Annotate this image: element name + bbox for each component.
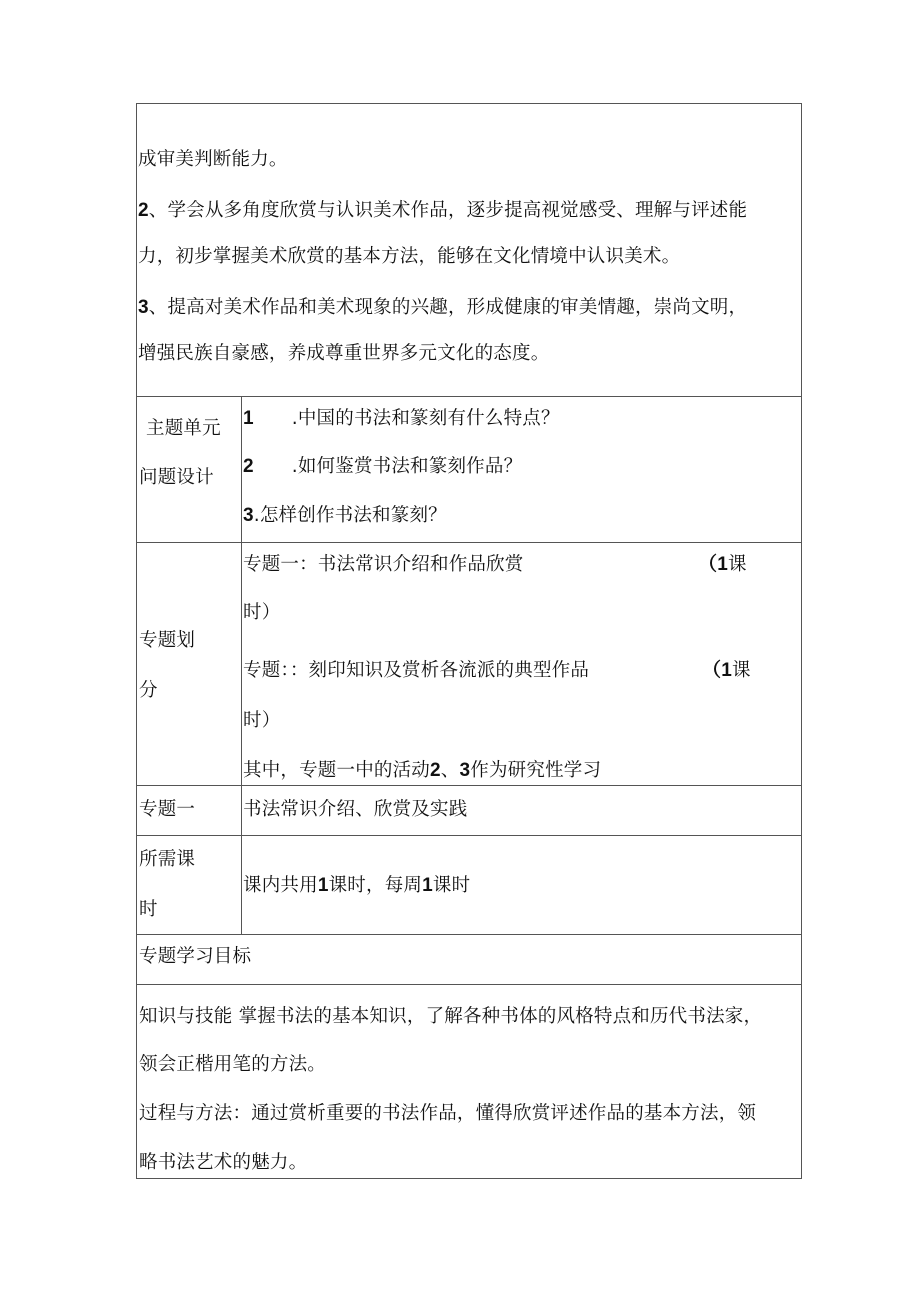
row-divider [136, 785, 802, 786]
question-1-text: .中国的书法和篆刻有什么特点？ [291, 408, 560, 429]
topic-1-title: 专题一：书法常识介绍和作品欣赏 [243, 554, 524, 575]
questions-label: 主题单元 [146, 418, 221, 439]
objectives-process-cont: 略书法艺术的魅力。 [139, 1152, 308, 1173]
topics-note-prefix: 其中，专题一中的活动 [243, 760, 431, 781]
question-2 [243, 456, 522, 478]
row-divider [136, 542, 802, 543]
goal-line: 力，初步掌握美术欣赏的基本方法，能够在文化情境中认识美术。 [138, 246, 681, 267]
hours-label: 时 [139, 899, 158, 920]
hours-value-mid: 课时，每周 [328, 875, 423, 896]
topics-label: 分 [139, 680, 158, 701]
question-1-number: 1 [243, 408, 254, 429]
topic-1-hours-unit: 课 [727, 554, 747, 575]
objectives-knowledge: 知识与技能 掌握书法的基本知识，了解各种书体的风格特点和历代书法家， [139, 1006, 763, 1027]
topic-1-hours-number: （1 [698, 554, 728, 575]
goal-item-3-number: 3 [138, 297, 149, 318]
goal-item-2-text: 、学会从多角度欣赏与认识美术作品，逐步提高视觉感受、理解与评述能 [148, 200, 748, 221]
column-divider [241, 396, 242, 935]
objectives-knowledge-cont: 领会正楷用笔的方法。 [139, 1054, 327, 1075]
hours-label: 所需课 [139, 849, 196, 870]
hours-value-suffix: 课时 [432, 875, 471, 896]
goal-item-3-text: 、提高对美术作品和美术现象的兴趣，形成健康的审美情趣，崇尚文明， [148, 297, 748, 318]
goal-item-2 [138, 200, 747, 222]
topic-one-value: 书法常识介绍、欣赏及实践 [243, 799, 468, 820]
objectives-process: 过程与方法：通过赏析重要的书法作品，懂得欣赏评述作品的基本方法，领 [139, 1103, 757, 1124]
topic-1-hours-cont: 时） [243, 602, 281, 623]
row-divider [136, 396, 802, 397]
goal-item-2-number: 2 [138, 200, 149, 221]
topic-2-title: 专题：：刻印知识及赏析各流派的典型作品 [243, 660, 590, 681]
goal-item-3 [138, 297, 747, 319]
goal-line: 增强民族自豪感，养成尊重世界多元文化的态度。 [138, 343, 550, 364]
row-divider [136, 934, 802, 935]
questions-label: 问题设计 [139, 467, 214, 488]
topics-note-number-2: 3 [459, 760, 471, 781]
topic-2-hours-unit: 课 [731, 660, 751, 681]
question-3-number: 3 [243, 505, 254, 526]
hours-value-prefix: 课内共用 [243, 875, 318, 896]
topic-one-label: 专题一 [139, 799, 196, 820]
hours-value-number-2: 1 [422, 875, 433, 896]
topic-2-hours-cont: 时） [243, 710, 281, 731]
goal-line: 成审美判断能力。 [138, 149, 288, 170]
topics-note-number-1: 2 [430, 760, 441, 781]
topics-note-separator: 、 [440, 760, 460, 781]
topic-2-hours [702, 660, 751, 682]
topic-2-hours-number: （1 [702, 660, 732, 681]
topics-label: 专题划 [139, 630, 196, 651]
question-1 [243, 408, 560, 430]
hours-value-number-1: 1 [317, 875, 329, 896]
topics-note-suffix: 作为研究性学习 [470, 760, 602, 781]
topics-note [243, 760, 601, 782]
objectives-header: 专题学习目标 [139, 946, 252, 967]
question-2-number: 2 [243, 456, 254, 477]
question-2-text: .如何鉴赏书法和篆刻作品？ [291, 456, 523, 477]
hours-value [243, 875, 470, 897]
question-3-text: .怎样创作书法和篆刻？ [253, 505, 447, 526]
row-divider [136, 984, 802, 985]
row-divider [136, 835, 802, 836]
question-3 [243, 505, 447, 527]
topic-1-hours [698, 554, 747, 576]
